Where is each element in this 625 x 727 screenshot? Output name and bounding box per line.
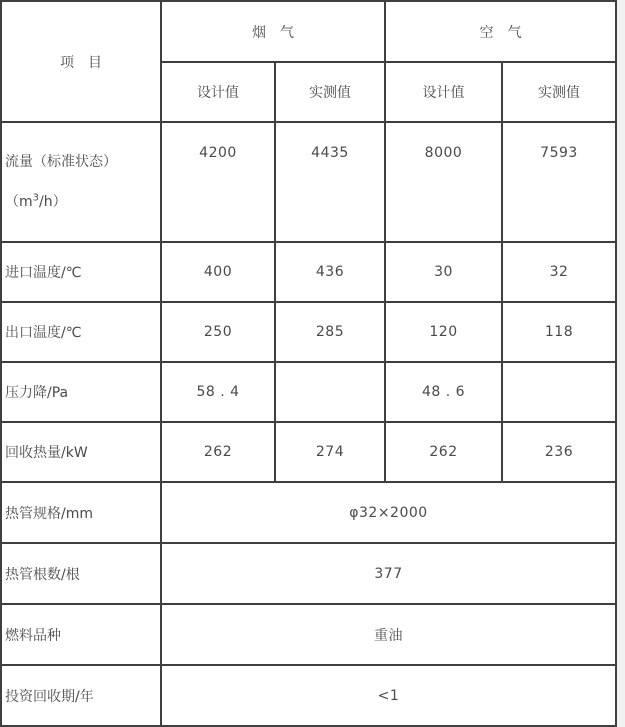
column-header-air-design: 设计值 (385, 62, 502, 122)
row-label-outlet-temp: 出口温度/℃ (1, 302, 161, 362)
table-row-inlet-temp (1, 242, 616, 302)
column-header-air: 空 气 (385, 1, 616, 62)
cell-inlet-flue-design: 400 (161, 242, 275, 302)
table-row-pipe-count (1, 543, 616, 604)
flow-rate-label-line1: 流量（标准状态） (5, 154, 117, 170)
cell-outlet-air-measured: 118 (502, 302, 616, 362)
table-row-payback-period (1, 665, 616, 726)
cell-pressure-flue-design: 58 . 4 (161, 362, 275, 422)
row-label-pressure-drop: 压力降/Pa (1, 362, 161, 422)
row-label-fuel-type: 燃料品种 (1, 604, 161, 665)
cell-pressure-air-design: 48 . 6 (385, 362, 502, 422)
cell-heat-flue-design: 262 (161, 422, 275, 482)
cell-payback-period-value: <1 (161, 665, 616, 726)
row-label-recovered-heat: 回收热量/kW (1, 422, 161, 482)
table-row-pipe-spec (1, 482, 616, 543)
cell-pressure-air-measured (502, 362, 616, 422)
cell-heat-air-measured: 236 (502, 422, 616, 482)
cell-inlet-air-measured: 32 (502, 242, 616, 302)
cell-fuel-type-value: 重油 (161, 604, 616, 665)
row-label-pipe-count: 热管根数/根 (1, 543, 161, 604)
cell-outlet-flue-measured: 285 (275, 302, 385, 362)
table-row-pressure-drop (1, 362, 616, 422)
cell-flow-air-design: 8000 (385, 122, 502, 242)
cell-pipe-count-value: 377 (161, 543, 616, 604)
cell-heat-flue-measured: 274 (275, 422, 385, 482)
cell-pressure-flue-measured (275, 362, 385, 422)
table-row-flow-rate (1, 122, 616, 242)
header-row-groups (1, 1, 616, 62)
cell-outlet-flue-design: 250 (161, 302, 275, 362)
cell-flow-flue-design: 4200 (161, 122, 275, 242)
flow-rate-label-line2: $(m^3/h)$ (5, 192, 67, 210)
column-header-flue-gas-design: 设计值 (161, 62, 275, 122)
cell-inlet-flue-measured: 436 (275, 242, 385, 302)
cell-outlet-air-design: 120 (385, 302, 502, 362)
table-row-fuel-type (1, 604, 616, 665)
table-row-recovered-heat (1, 422, 616, 482)
row-label-payback-period: 投资回收期/年 (1, 665, 161, 726)
cell-heat-air-design: 262 (385, 422, 502, 482)
cell-flow-flue-measured: 4435 (275, 122, 385, 242)
column-header-flue-gas-measured: 实测值 (275, 62, 385, 122)
column-header-flue-gas: 烟 气 (161, 1, 385, 62)
cell-inlet-air-design: 30 (385, 242, 502, 302)
row-label-pipe-spec: 热管规格/mm (1, 482, 161, 543)
table-row-outlet-temp (1, 302, 616, 362)
row-label-flow-rate (1, 122, 161, 242)
cell-pipe-spec-value: φ32×2000 (161, 482, 616, 543)
column-header-air-measured: 实测值 (502, 62, 616, 122)
column-header-item: 项 目 (1, 1, 161, 122)
cell-flow-air-measured: 7593 (502, 122, 616, 242)
row-label-inlet-temp: 进口温度/℃ (1, 242, 161, 302)
